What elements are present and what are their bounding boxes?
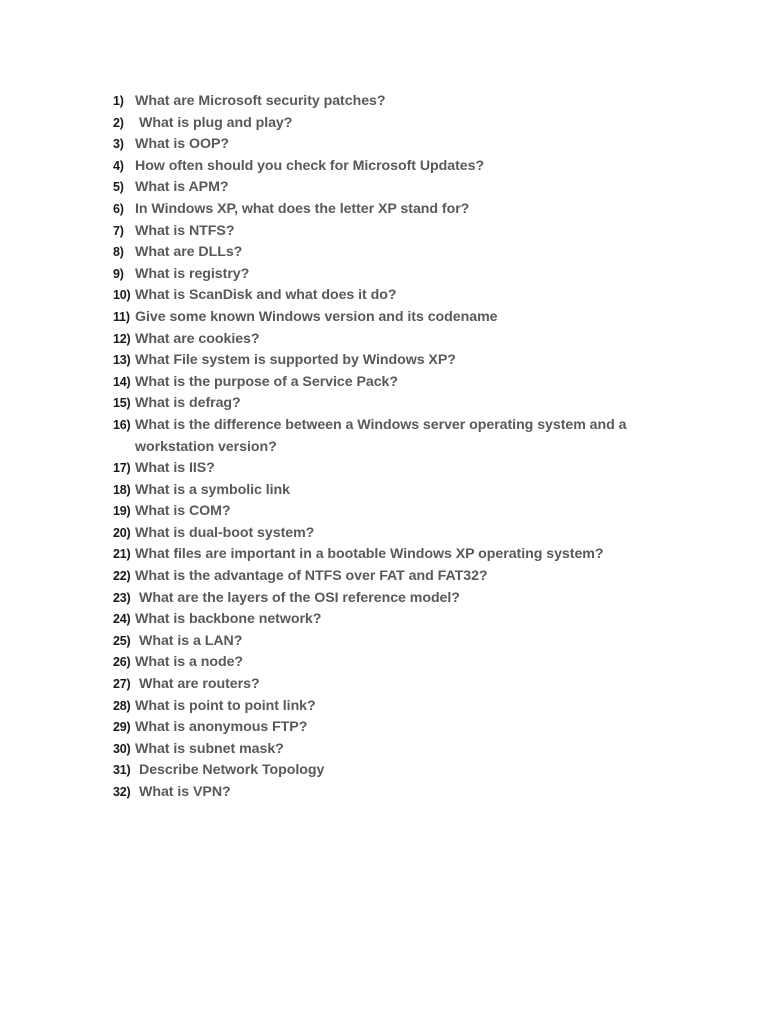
question-item bbox=[113, 113, 673, 135]
question-text: What are Microsoft security patches? bbox=[135, 93, 386, 109]
question-item bbox=[113, 307, 673, 329]
question-text: Give some known Windows version and its codename bbox=[135, 308, 498, 325]
question-item bbox=[113, 350, 673, 372]
question-number: 19) bbox=[113, 504, 131, 519]
question-number: 25) bbox=[113, 633, 131, 648]
question-number: 22) bbox=[113, 569, 131, 584]
question-number: 23) bbox=[113, 590, 131, 605]
question-item bbox=[113, 134, 673, 156]
question-number: 9) bbox=[113, 266, 124, 281]
question-text: How often should you check for Microsoft Updates? bbox=[135, 157, 485, 174]
question-text: What is VPN? bbox=[139, 784, 231, 800]
question-number: 31) bbox=[113, 763, 131, 778]
question-item bbox=[113, 156, 673, 178]
question-text: What File system is supported by Windows XP? bbox=[135, 352, 456, 369]
question-number: 29) bbox=[113, 720, 131, 735]
question-text: What is anonymous FTP? bbox=[135, 719, 308, 736]
question-text: What is NTFS? bbox=[135, 222, 235, 239]
question-item bbox=[113, 652, 673, 674]
question-number: 2) bbox=[113, 115, 124, 130]
question-item bbox=[113, 458, 673, 480]
question-text: What is subnet mask? bbox=[135, 740, 284, 757]
question-text: What is the purpose of a Service Pack? bbox=[135, 373, 399, 390]
question-number: 5) bbox=[113, 180, 124, 195]
question-number: 1) bbox=[113, 94, 124, 108]
question-number: 30) bbox=[113, 741, 131, 756]
question-item bbox=[113, 739, 673, 761]
question-text: What is a LAN? bbox=[139, 632, 243, 649]
question-item bbox=[113, 372, 673, 394]
question-text: What files are important in a bootable Windows XP operating system? bbox=[135, 546, 604, 563]
question-number: 20) bbox=[113, 525, 131, 540]
question-number: 8) bbox=[113, 245, 124, 260]
question-item bbox=[113, 609, 673, 631]
question-item bbox=[113, 221, 673, 243]
question-item bbox=[113, 588, 673, 610]
question-item bbox=[113, 329, 673, 351]
question-item bbox=[113, 480, 673, 502]
question-text: What are cookies? bbox=[135, 330, 260, 347]
question-item bbox=[113, 674, 673, 696]
question-text: What is defrag? bbox=[135, 395, 241, 412]
question-number: 6) bbox=[113, 201, 124, 216]
question-number: 18) bbox=[113, 482, 131, 497]
question-text: What is COM? bbox=[135, 503, 231, 520]
question-text: What is a node? bbox=[135, 654, 244, 671]
question-item bbox=[113, 285, 673, 307]
question-item bbox=[113, 177, 673, 199]
question-item bbox=[113, 242, 673, 264]
question-text: In Windows XP, what does the letter XP stand for? bbox=[135, 200, 470, 217]
question-number: 27) bbox=[113, 677, 131, 692]
question-number: 7) bbox=[113, 223, 124, 238]
question-text: What is the difference between a Windows server operating system and a workstation version? bbox=[135, 416, 627, 455]
question-number: 21) bbox=[113, 547, 131, 562]
question-text: What is OOP? bbox=[135, 136, 229, 153]
question-text: What is point to point link? bbox=[135, 697, 316, 714]
question-list bbox=[113, 91, 673, 804]
question-text: What is ScanDisk and what does it do? bbox=[135, 287, 397, 304]
question-item bbox=[113, 91, 673, 113]
question-text: What is APM? bbox=[135, 179, 229, 196]
question-number: 17) bbox=[113, 461, 131, 476]
question-item bbox=[113, 760, 673, 782]
question-text: What is plug and play? bbox=[139, 114, 293, 131]
question-text: What is backbone network? bbox=[135, 611, 322, 628]
question-number: 26) bbox=[113, 655, 131, 670]
question-number: 28) bbox=[113, 698, 131, 713]
question-number: 4) bbox=[113, 158, 124, 173]
question-text: What are DLLs? bbox=[135, 244, 243, 261]
question-item bbox=[113, 566, 673, 588]
question-item bbox=[113, 501, 673, 523]
question-item bbox=[113, 717, 673, 739]
question-text: What is dual-boot system? bbox=[135, 524, 315, 541]
question-item bbox=[113, 696, 673, 718]
question-item bbox=[113, 415, 673, 458]
question-item bbox=[113, 544, 673, 566]
question-number: 11) bbox=[113, 309, 130, 324]
question-text: What are the layers of the OSI reference model? bbox=[139, 589, 460, 606]
question-text: What is IIS? bbox=[135, 460, 215, 477]
question-text: What are routers? bbox=[139, 676, 260, 693]
question-item bbox=[113, 782, 673, 804]
question-item bbox=[113, 631, 673, 653]
question-item bbox=[113, 393, 673, 415]
question-number: 13) bbox=[113, 353, 131, 368]
question-item bbox=[113, 199, 673, 221]
question-item bbox=[113, 264, 673, 286]
question-number: 12) bbox=[113, 331, 131, 346]
question-number: 3) bbox=[113, 137, 124, 152]
question-number: 14) bbox=[113, 374, 131, 389]
question-number: 24) bbox=[113, 612, 131, 627]
question-number: 16) bbox=[113, 417, 131, 432]
question-item bbox=[113, 523, 673, 545]
question-text: What is the advantage of NTFS over FAT and FAT32? bbox=[135, 568, 488, 585]
question-number: 32) bbox=[113, 785, 131, 799]
question-text: Describe Network Topology bbox=[139, 762, 325, 779]
question-text: What is a symbolic link bbox=[135, 481, 290, 498]
question-text: What is registry? bbox=[135, 265, 250, 282]
question-number: 10) bbox=[113, 288, 131, 303]
question-number: 15) bbox=[113, 396, 131, 411]
